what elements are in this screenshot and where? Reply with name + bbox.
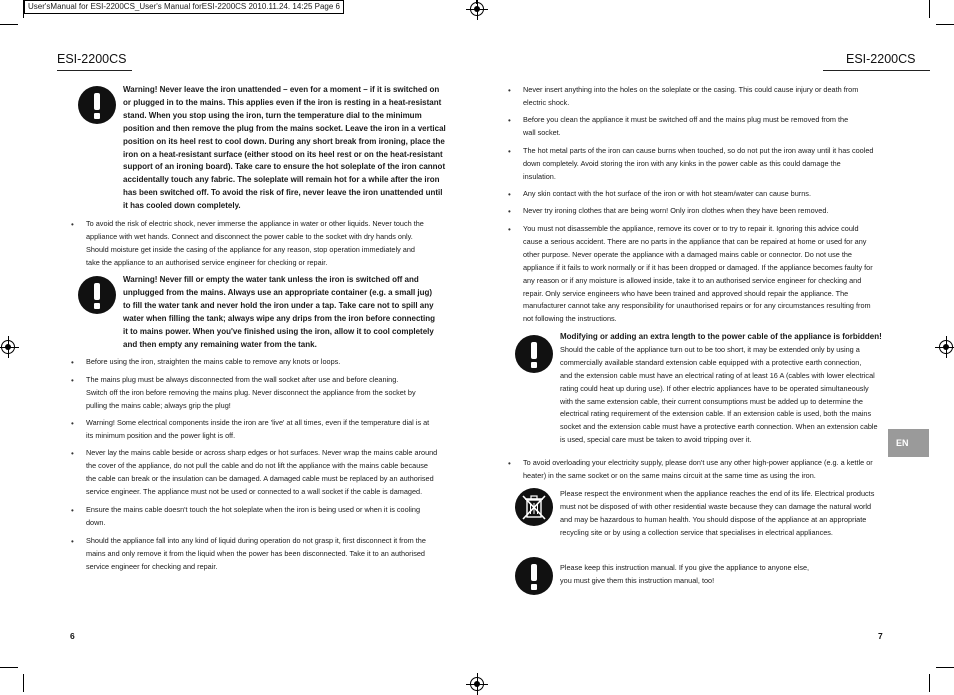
bullet-dot: • <box>71 449 74 458</box>
bullet-dot: • <box>71 220 74 229</box>
list-item: Never lay the mains cable beside or across sharp edges or hot surfaces. Never wrap the mains cable around the cover of the appliance, do not pull the cable and do not lift the appliance with the mains cable because the cable can break or the insulation can be damaged. A damaged cable must be replaced by an authorised service engineer. The appliance must not be used or connected to a wall socket if the cable is damaged. <box>86 448 438 496</box>
registration-mark <box>939 340 953 354</box>
crop-mark <box>0 667 18 668</box>
model-name: ESI-2200CS <box>57 52 127 66</box>
warning-line: Warning! Never leave the iron unattended – even for a moment – if it is switched on <box>123 85 440 94</box>
keep-manual-notice: Please keep this instruction manual. If you give the appliance to anyone else, you must give them this instruction manual, too! <box>560 563 810 585</box>
list-item: You must not disassemble the appliance, remove its cover or to try to repair it. Ignoring this advice could cause a serious accident. There are no parts in the appliance that can be repaired at home or used for any other purpose. Never operate the appliance with a damaged mains cable or connector. Do not use the appliance if it fails to work normally or if it has been dropped or damaged. If the appliance becomes faulty for any reason or if any moisture is allowed inside, take it to an authorised service engineer for checking and repair. Only service engineers who have been trained and approved should repair the appliance. The manufacturer cannot take any responsibility for unauthorised repairs or for any circumstances resulting from not following the instructions. <box>523 224 873 324</box>
extension-cable-warning <box>560 331 890 447</box>
crop-mark <box>936 667 954 668</box>
bullet-dot: • <box>508 459 511 468</box>
header-rule <box>57 70 132 71</box>
crop-mark <box>0 24 18 25</box>
crop-mark <box>929 674 930 692</box>
bullet-dot: • <box>508 116 511 125</box>
bullet-dot: • <box>508 225 511 234</box>
crop-mark <box>929 0 930 18</box>
warning-line: it has cooled down completely. <box>123 201 241 211</box>
crossed-bin-icon <box>515 488 553 526</box>
list-item: Any skin contact with the hot surface of the iron or with hot steam/water can cause burns. <box>523 189 811 198</box>
warning-line: accidentally touch any fabric. The soleplate will remain hot for a while after the iron <box>123 175 440 185</box>
bullet-dot: • <box>508 207 511 216</box>
list-item: The hot metal parts of the iron can cause burns when touched, so do not put the iron away until it has cooled down completely. Avoid storing the iron with any kinks in the power cable as this could damage the insulation. <box>523 146 874 181</box>
warning-line: position and then remove the plug from the mains socket. Leave the iron in a vertical <box>123 123 446 133</box>
warning-line: or plugged in to the mains. This applies even if the iron is resting in a heat-resistant <box>123 97 442 107</box>
bullet-dot: • <box>71 358 74 367</box>
crop-mark <box>23 0 24 18</box>
bullet-dot: • <box>508 147 511 156</box>
list-item: The mains plug must be always disconnected from the wall socket after use and before cleaning. Switch off the iron before removing the mains plug. Never disconnect the appliance from the socket by pulling the mains cable; always grip the plug! <box>86 375 416 410</box>
registration-mark <box>470 2 484 16</box>
list-item: Never try ironing clothes that are being worn! Only iron clothes when they have been removed. <box>523 206 829 215</box>
list-item: Before you clean the appliance it must be switched off and the mains plug must be removed from the wall socket. <box>523 115 849 137</box>
registration-mark <box>1 340 15 354</box>
warning-line: stand. When you stop using the iron, turn the temperature dial to the minimum <box>123 110 422 120</box>
bullet-dot: • <box>71 419 74 428</box>
language-tab: EN <box>888 429 929 457</box>
environment-notice: Please respect the environment when the appliance reaches the end of its life. Electrical products must not be disposed of with other residential waste because they can damage the natural world and may be hazardous to human health. You should dispose of the appliance at an appropriate recycling site or by using a collection service that specialises in electrical appliances. <box>560 489 875 537</box>
warning-block <box>123 84 453 213</box>
page-number: 6 <box>70 631 75 641</box>
exclamation-icon <box>78 276 116 314</box>
bullet-dot: • <box>71 506 74 515</box>
list-item: Never insert anything into the holes on the soleplate or the casing. This could cause injury or death from electric shock. <box>523 85 859 107</box>
list-item: Before using the iron, straighten the mains cable to remove any knots or loops. <box>86 357 341 366</box>
warning-title: Modifying or adding an extra length to the power cable of the appliance is forbidden! <box>560 332 882 341</box>
warning-line: has been switched off. To avoid the risk of fire, never leave the iron unattended until <box>123 188 443 198</box>
crop-mark <box>936 24 954 25</box>
bullet-dot: • <box>508 86 511 95</box>
list-item: Ensure the mains cable doesn't touch the hot soleplate when the iron is being used or when it is cooling down. <box>86 505 421 527</box>
exclamation-icon <box>515 557 553 595</box>
list-item: Warning! Some electrical components inside the iron are 'live' at all times, even if the temperature dial is at its minimum position and the power light is off. <box>86 418 430 440</box>
warning-line: position on its heel rest to cool down. During any short break from ironing, place the <box>123 136 445 146</box>
list-item: Should the appliance fall into any kind of liquid during operation do not grasp it, first disconnect it from the mains and only remove it from the liquid when the power has been disconnected. Take it to an authorised service engineer for checking and repair. <box>86 536 426 571</box>
crop-mark <box>23 674 24 692</box>
warning-body: Should the cable of the appliance turn out to be too short, it may be extended only by using a commercially available standard extension cable equipped with a protective earth connection, and the extension cable must have an electrical rating of at least 16 A (cables with lower electrical rating could heat up during use). If other electric appliances have to be operated simultaneously with the same extension cable, their current consumptions must be added up to determine the electrical rating requirement of the extension cable. If an extension cable is used, both the mains socket and the extension cable must have a protective earth connection. When an extension cable is used, special care must be taken to avoid tripping over it. <box>560 344 878 445</box>
print-header: User'sManual for ESI-2200CS_User's Manual forESI-2200CS 2010.11.24. 14:25 Page 6 <box>24 0 344 14</box>
exclamation-icon <box>515 335 553 373</box>
exclamation-icon <box>78 86 116 124</box>
model-name: ESI-2200CS <box>846 52 916 66</box>
registration-mark <box>470 677 484 691</box>
bullet-dot: • <box>71 376 74 385</box>
warning-block: Warning! Never fill or empty the water tank unless the iron is switched off and unplugged from the mains. Always use an appropriate container (e.g. a small jug) to fill the water tank and never hold the iron under a tap. Take care not to spill any water when filling the tank; always wipe any drips from the iron before connecting it to mains power. When you've finished using the iron, allow it to cool completely and then empty any remaining water from the tank. <box>123 275 436 349</box>
header-rule <box>823 70 930 71</box>
page-number: 7 <box>878 631 883 641</box>
bullet-dot: • <box>71 537 74 546</box>
bullet-dot: • <box>508 190 511 199</box>
list-item: To avoid overloading your electricity supply, please don't use any other high-power appliance (e.g. a kettle or heater) in the same socket or on the same mains circuit at the same time as using the iron. <box>523 458 873 480</box>
list-item: To avoid the risk of electric shock, never immerse the appliance in water or other liquids. Never touch the appliance with wet hands. Connect and disconnect the power cable to the socket with dry hands only. Should moisture get inside the casing of the appliance for any reason, stop operation immediately and take the appliance to an authorised service engineer for checking or repair. <box>86 219 424 267</box>
warning-line: iron on a heat-resistant surface (either stood on its heel rest or on the heat-resistant <box>123 149 443 159</box>
warning-line: support of an ironing board). Take care to ensure the hot soleplate of the iron cannot <box>123 162 446 172</box>
